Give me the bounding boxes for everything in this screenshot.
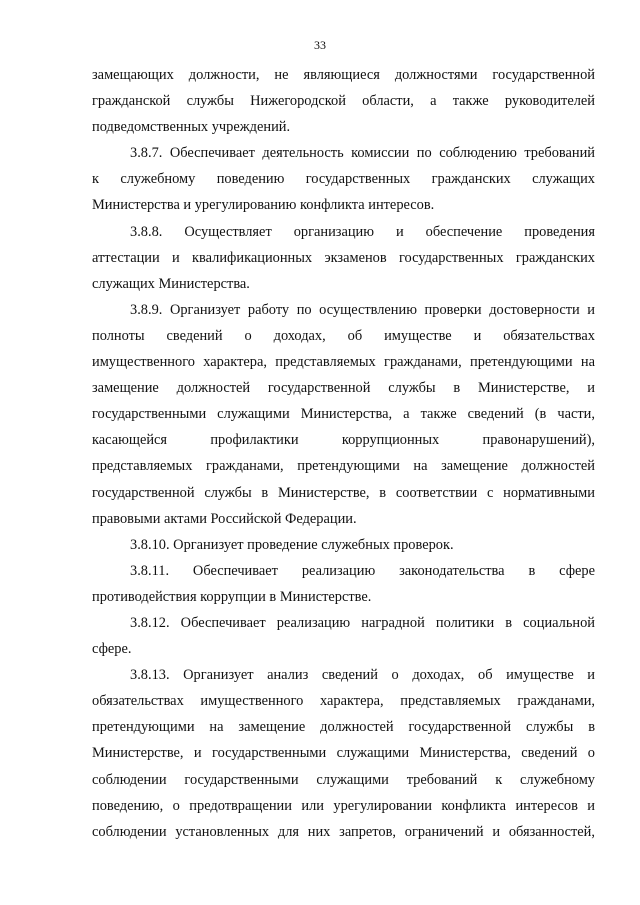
paragraph-3-8-10 — [92, 532, 595, 558]
text-line: служащих Министерства. — [92, 275, 250, 292]
text-line: замещение должностей государственной службы в Министерстве, и — [92, 380, 595, 397]
text-line: имущественного характера, представляемых гражданами, претендующими на — [92, 354, 595, 371]
text-line: подведомственных учреждений. — [92, 119, 291, 136]
text-line: 3.8.7. Обеспечивает деятельность комиссии по соблюдению требований — [130, 145, 595, 162]
text-line: касающейся профилактики коррупционных правонарушений), — [92, 432, 595, 449]
text-line: сфере. — [92, 641, 132, 658]
text-line: соблюдении установленных для них запретов, ограничений и обязанностей, — [92, 823, 595, 840]
text-line: претендующими на замещение должностей государственной службы в — [92, 719, 595, 736]
paragraph-3-8-11 — [92, 558, 595, 610]
text-line: аттестации и квалификационных экзаменов государственных гражданских — [92, 249, 595, 266]
page-number: 33 — [314, 38, 326, 52]
paragraph-3-8-9 — [92, 297, 595, 532]
text-line: 3.8.10. Организует проведение служебных проверок. — [130, 536, 454, 553]
text-line: поведению, о предотвращении или урегулировании конфликта интересов и — [92, 797, 595, 814]
text-line: 3.8.9. Организует работу по осуществлению проверки достоверности и — [130, 301, 595, 318]
text-line: соблюдении государственными служащими требований к служебному — [92, 771, 595, 788]
text-line: государственными служащими Министерства, а также сведений (в части, — [92, 406, 595, 423]
paragraph-3-8-8 — [92, 219, 595, 297]
paragraph-3-8-7 — [92, 140, 595, 218]
text-line: Министерстве, и государственными служащими Министерства, сведений о — [92, 745, 595, 762]
text-line: 3.8.13. Организует анализ сведений о доходах, об имуществе и — [130, 667, 595, 684]
text-line: 3.8.11. Обеспечивает реализацию законодательства в сфере — [130, 562, 595, 579]
text-line: полноты сведений о доходах, об имуществе и обязательствах — [92, 327, 595, 344]
text-line: представляемых гражданами, претендующими на замещение должностей — [92, 458, 595, 475]
paragraph-continuation — [92, 62, 595, 140]
text-line: правовыми актами Российской Федерации. — [92, 510, 357, 527]
paragraph-3-8-12 — [92, 610, 595, 662]
text-line: к служебному поведению государственных гражданских служащих — [92, 171, 595, 188]
body-text — [92, 62, 595, 845]
text-line: обязательствах имущественного характера, представляемых гражданами, — [92, 693, 595, 710]
text-line: 3.8.12. Обеспечивает реализацию наградной политики в социальной — [130, 614, 595, 631]
text-line: гражданской службы Нижегородской области, а также руководителей — [92, 93, 595, 110]
text-line: замещающих должности, не являющиеся должностями государственной — [92, 67, 595, 83]
paragraph-3-8-13 — [92, 662, 595, 845]
text-line: противодействия коррупции в Министерстве. — [92, 588, 372, 605]
text-line: государственной службы в Министерстве, в соответствии с нормативными — [92, 484, 595, 501]
text-line: 3.8.8. Осуществляет организацию и обеспечение проведения — [130, 223, 595, 240]
text-line: Министерства и урегулированию конфликта интересов. — [92, 197, 435, 214]
